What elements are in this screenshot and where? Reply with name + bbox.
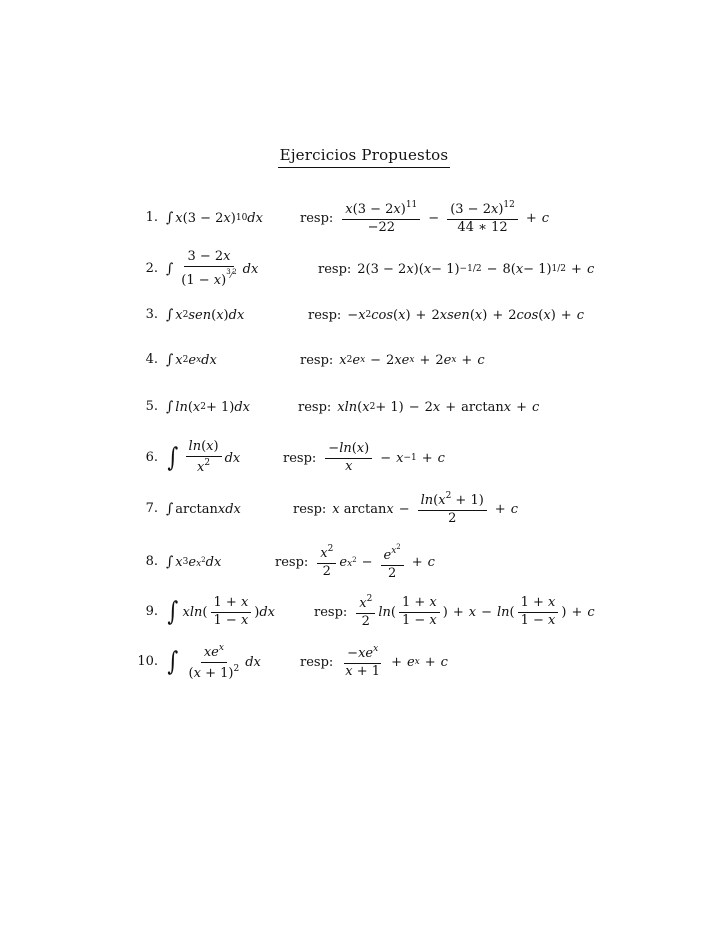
exercise-row-4 <box>0 345 728 375</box>
exercise-answer: resp: $\frac{x(3 - 2x)^{11}}{-22}$ − $\frac{(3 - 2x)^{12}}{44 ∗ 12}$ + c <box>300 200 550 235</box>
exercise-problem: ∫ ln ( x 2 + 1) dx <box>166 399 251 415</box>
exercise-answer: resp: − x 2 cos ( x ) + 2 xsen ( x ) + 2 cos ( x ) + c <box>308 307 584 323</box>
exercise-number: 3. <box>145 307 158 322</box>
exercise-row-8 <box>0 542 728 581</box>
exercise-number: 7. <box>145 501 158 516</box>
exercise-problem: ∫ x 2 sen ( x ) dx <box>166 307 245 323</box>
exercise-number: 5. <box>145 399 158 414</box>
exercise-answer: resp: $\frac{x^2}{2}$ e $x^2$ − $\frac{e^{x^2}}{2}$ + c <box>275 542 435 581</box>
exercise-problem: ∫ arctan xdx <box>166 501 241 517</box>
exercise-answer: resp: xln ( x 2 + 1) − 2 x + arctan x + c <box>298 399 540 415</box>
exercise-row-2 <box>0 248 728 288</box>
exercise-answer: resp: x arctan x − $\frac{\ln(x^2 + 1)}{2}$ + c <box>293 491 518 526</box>
exercise-row-6 <box>0 439 728 475</box>
exercise-row-3 <box>0 300 728 330</box>
exercise-problem: ∫ $\frac{xe^x}{(x + 1)^2}$ dx <box>167 642 261 681</box>
exercise-answer: resp: x 2 e x − 2 xe x + 2 e x + c <box>300 352 485 368</box>
exercise-answer: resp: $\frac{-xe^x}{x + 1}$ + e x + c <box>300 644 448 679</box>
exercise-row-9 <box>0 594 728 629</box>
exercise-row-5 <box>0 392 728 422</box>
page-title: Ejercicios Propuestos <box>0 146 728 168</box>
exercise-problem: ∫ $\frac{\ln(x)}{x^2}$ dx <box>167 439 241 475</box>
exercise-answer: resp: $\frac{-\ln(x)}{x}$ − x −1 + c <box>283 440 445 474</box>
exercise-number: 10. <box>137 654 158 669</box>
exercise-problem: ∫ xln ( $\frac{1 + x}{1 - x}$ ) dx <box>167 594 276 628</box>
exercise-number: 8. <box>145 554 158 569</box>
exercise-answer: resp: 2(3 − 2 x )( x − 1) −1/2 − 8( x − 1) 1/2 + c <box>318 261 595 277</box>
exercise-number: 6. <box>145 450 158 465</box>
exercise-number: 1. <box>145 210 158 225</box>
exercise-row-7 <box>0 491 728 526</box>
exercise-number: 9. <box>145 604 158 619</box>
exercise-problem: ∫ x (3 − 2 x ) 10 dx <box>166 210 263 226</box>
exercise-row-1 <box>0 200 728 235</box>
exercise-number: 4. <box>145 352 158 367</box>
exercise-problem: ∫ $\frac{3 - 2x}{(1 - x)^{^3⁄^2}}$ dx <box>166 248 259 288</box>
exercise-problem: ∫ x 3 e $x^2$ dx <box>166 554 222 570</box>
exercise-problem: ∫ x 2 e x dx <box>166 352 217 368</box>
exercise-answer: resp: $\frac{x^2}{2}$ ln ( $\frac{1 + x}{1 - x}$ ) + x − ln ( $\frac{1 + x}{1 - x}$ ) + c <box>314 594 595 629</box>
exercise-row-10 <box>0 642 728 681</box>
exercise-number: 2. <box>145 261 158 276</box>
